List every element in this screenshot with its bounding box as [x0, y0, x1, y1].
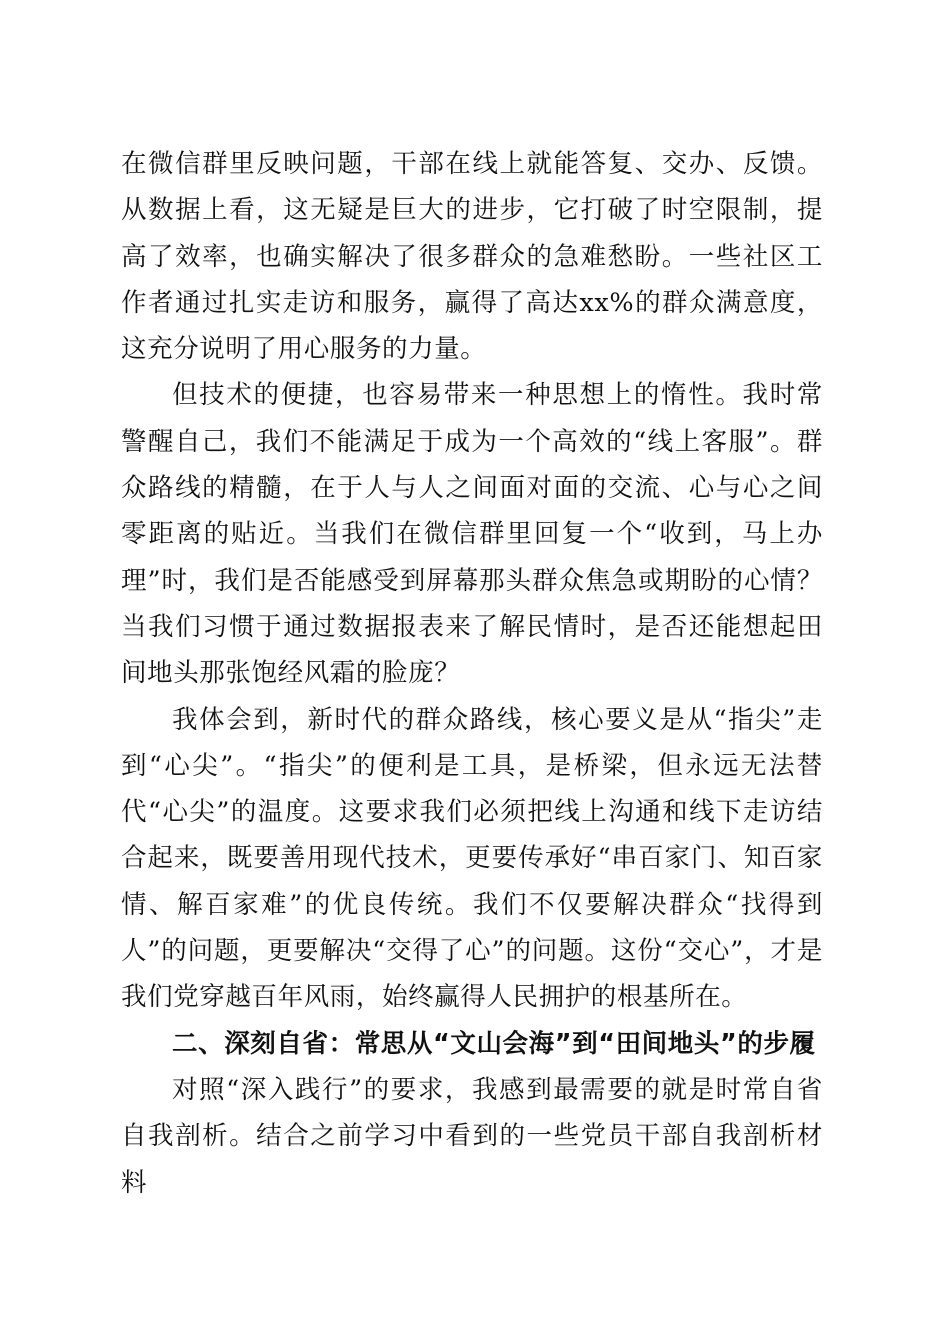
paragraph-self-reflection: 对照“深入践行”的要求，我感到最需要的就是时常自省自我剖析。结合之前学习中看到的一些党员干部自我剖析材料: [121, 1074, 823, 1198]
document-body: [121, 141, 823, 1206]
paragraph-continued: 在微信群里反映问题，干部在线上就能答复、交办、反馈。从数据上看，这无疑是巨大的进步，它打破了时空限制，提高了效率，也确实解决了很多群众的急难愁盼。一些社区工作者通过扎实走访和服务，赢得了高达xx%的群众满意度，这充分说明了用心服务的力量。: [121, 149, 823, 365]
paragraph-technology-inertia: 但技术的便捷，也容易带来一种思想上的惰性。我时常警醒自己，我们不能满足于成为一个高效的“线上客服”。群众路线的精髓，在于人与人之间面对面的交流、心与心之间零距离的贴近。当我们在微信群里回复一个“收到，马上办理”时，我们是否能感受到屏幕那头群众焦急或期盼的心情？当我们习惯于通过数据报表来了解民情时，是否还能想起田间地头那张饱经风霜的脸庞？: [121, 380, 823, 689]
paragraph-fingertip-to-heart: 我体会到，新时代的群众路线，核心要义是从“指尖”走到“心尖”。“指尖”的便利是工具，是桥梁，但永远无法替代“心尖”的温度。这要求我们必须把线上沟通和线下走访结合起来，既要善用现代技术，更要传承好“串百家门、知百家情、解百家难”的优良传统。我们不仅要解决群众“找得到人”的问题，更要解决“交得了心”的问题。这份“交心”，才是我们党穿越百年风雨，始终赢得人民拥护的根基所在。: [121, 704, 823, 1013]
section-heading: 二、深刻自省：常思从“文山会海”到“田间地头”的步履: [172, 1028, 816, 1059]
